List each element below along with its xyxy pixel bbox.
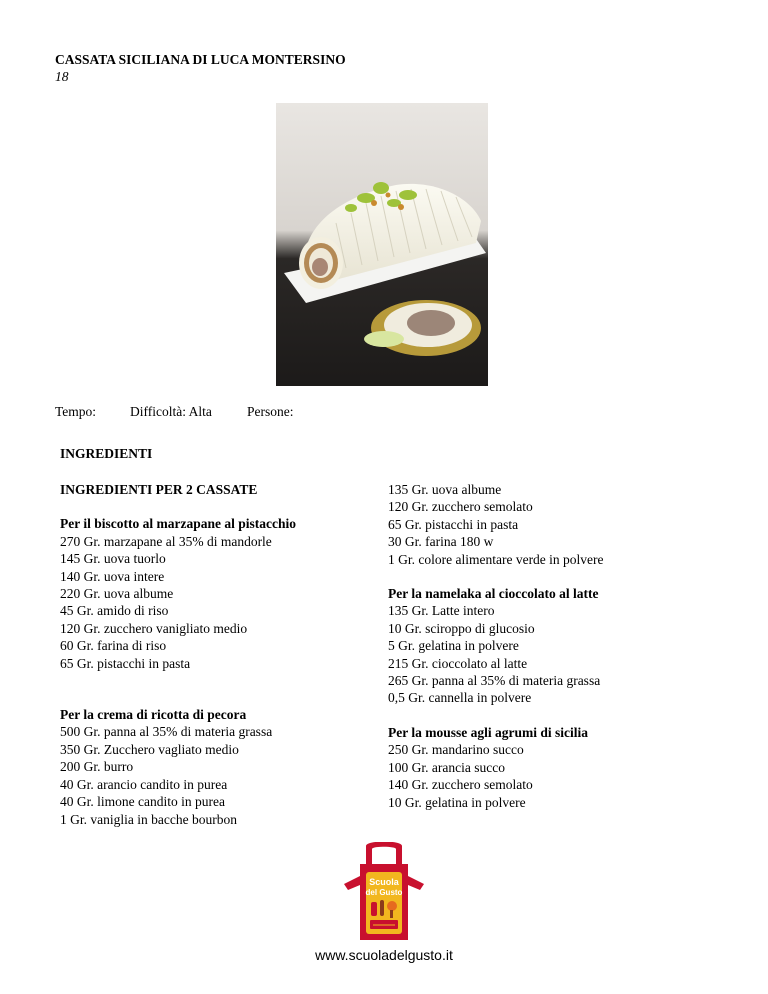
ingredient-item: 120 Gr. zucchero vanigliato medio bbox=[60, 620, 248, 636]
group-title: Per la namelaka al cioccolato al latte bbox=[388, 586, 599, 602]
ingredient-item: 145 Gr. uova tuorlo bbox=[60, 551, 166, 567]
ingredient-item: 40 Gr. arancio candito in purea bbox=[60, 776, 228, 792]
ingredient-item: 60 Gr. farina di riso bbox=[60, 638, 167, 654]
ingredient-item: 65 Gr. pistacchi in pasta bbox=[60, 655, 191, 671]
ingredient-item: 65 Gr. pistacchi in pasta bbox=[388, 516, 519, 532]
ingredient-item: 220 Gr. uova albume bbox=[60, 586, 174, 602]
logo-text-line2: del Gusto bbox=[365, 888, 403, 897]
meta-tempo: Tempo: bbox=[55, 404, 97, 419]
logo-text-line1: Scuola bbox=[369, 877, 399, 887]
ingredient-item: 500 Gr. panna al 35% di materia grassa bbox=[60, 724, 273, 740]
footer-website-url[interactable]: www.scuoladelgusto.it bbox=[315, 947, 453, 963]
ingredient-item: 215 Gr. cioccolato al latte bbox=[388, 655, 528, 671]
recipe-title: CASSATA SICILIANA DI LUCA MONTERSINO bbox=[55, 52, 346, 67]
ingredient-item: 120 Gr. zucchero semolato bbox=[388, 499, 533, 515]
ingredient-item: 30 Gr. farina 180 w bbox=[388, 534, 494, 550]
ingredient-item: 40 Gr. limone candito in purea bbox=[60, 794, 225, 810]
meta-difficolta: Difficoltà: Alta bbox=[130, 404, 212, 419]
meta-persone: Persone: bbox=[247, 404, 294, 419]
ingredient-item: 135 Gr. Latte intero bbox=[388, 603, 495, 619]
ingredient-item: 135 Gr. uova albume bbox=[388, 482, 502, 497]
group-title: Per la crema di ricotta di pecora bbox=[60, 707, 247, 723]
ingredients-right-column bbox=[388, 481, 688, 811]
recipe-photo bbox=[276, 103, 488, 386]
ingredients-left-column bbox=[60, 481, 360, 828]
ingredient-item: 200 Gr. burro bbox=[60, 759, 134, 775]
ingredient-item: 45 Gr. amido di riso bbox=[60, 603, 169, 619]
ingredient-item: 270 Gr. marzapane al 35% di mandorle bbox=[60, 533, 272, 549]
ingredient-item: 1 Gr. vaniglia in bacche bourbon bbox=[60, 811, 237, 827]
ingredients-subheading: INGREDIENTI PER 2 CASSATE bbox=[60, 482, 258, 497]
ingredient-item: 265 Gr. panna al 35% di materia grassa bbox=[388, 673, 601, 689]
ingredient-item: 0,5 Gr. cannella in polvere bbox=[388, 690, 532, 706]
ingredient-item: 350 Gr. Zucchero vagliato medio bbox=[60, 741, 239, 757]
page-number: 18 bbox=[55, 69, 69, 84]
ingredients-heading: INGREDIENTI bbox=[60, 446, 153, 461]
group-title: Per il biscotto al marzapane al pistacchio bbox=[60, 516, 296, 532]
ingredient-item: 10 Gr. gelatina in polvere bbox=[388, 794, 526, 810]
ingredient-item: 140 Gr. uova intere bbox=[60, 568, 165, 584]
ingredient-item: 140 Gr. zucchero semolato bbox=[388, 777, 533, 793]
scuola-del-gusto-logo bbox=[340, 842, 428, 942]
ingredient-item: 5 Gr. gelatina in polvere bbox=[388, 638, 519, 654]
ingredient-item: 100 Gr. arancia succo bbox=[388, 759, 505, 775]
ingredient-item: 1 Gr. colore alimentare verde in polvere bbox=[388, 551, 604, 567]
ingredient-item: 250 Gr. mandarino succo bbox=[388, 742, 524, 758]
ingredient-item: 10 Gr. sciroppo di glucosio bbox=[388, 620, 535, 636]
group-title: Per la mousse agli agrumi di sicilia bbox=[388, 724, 588, 740]
